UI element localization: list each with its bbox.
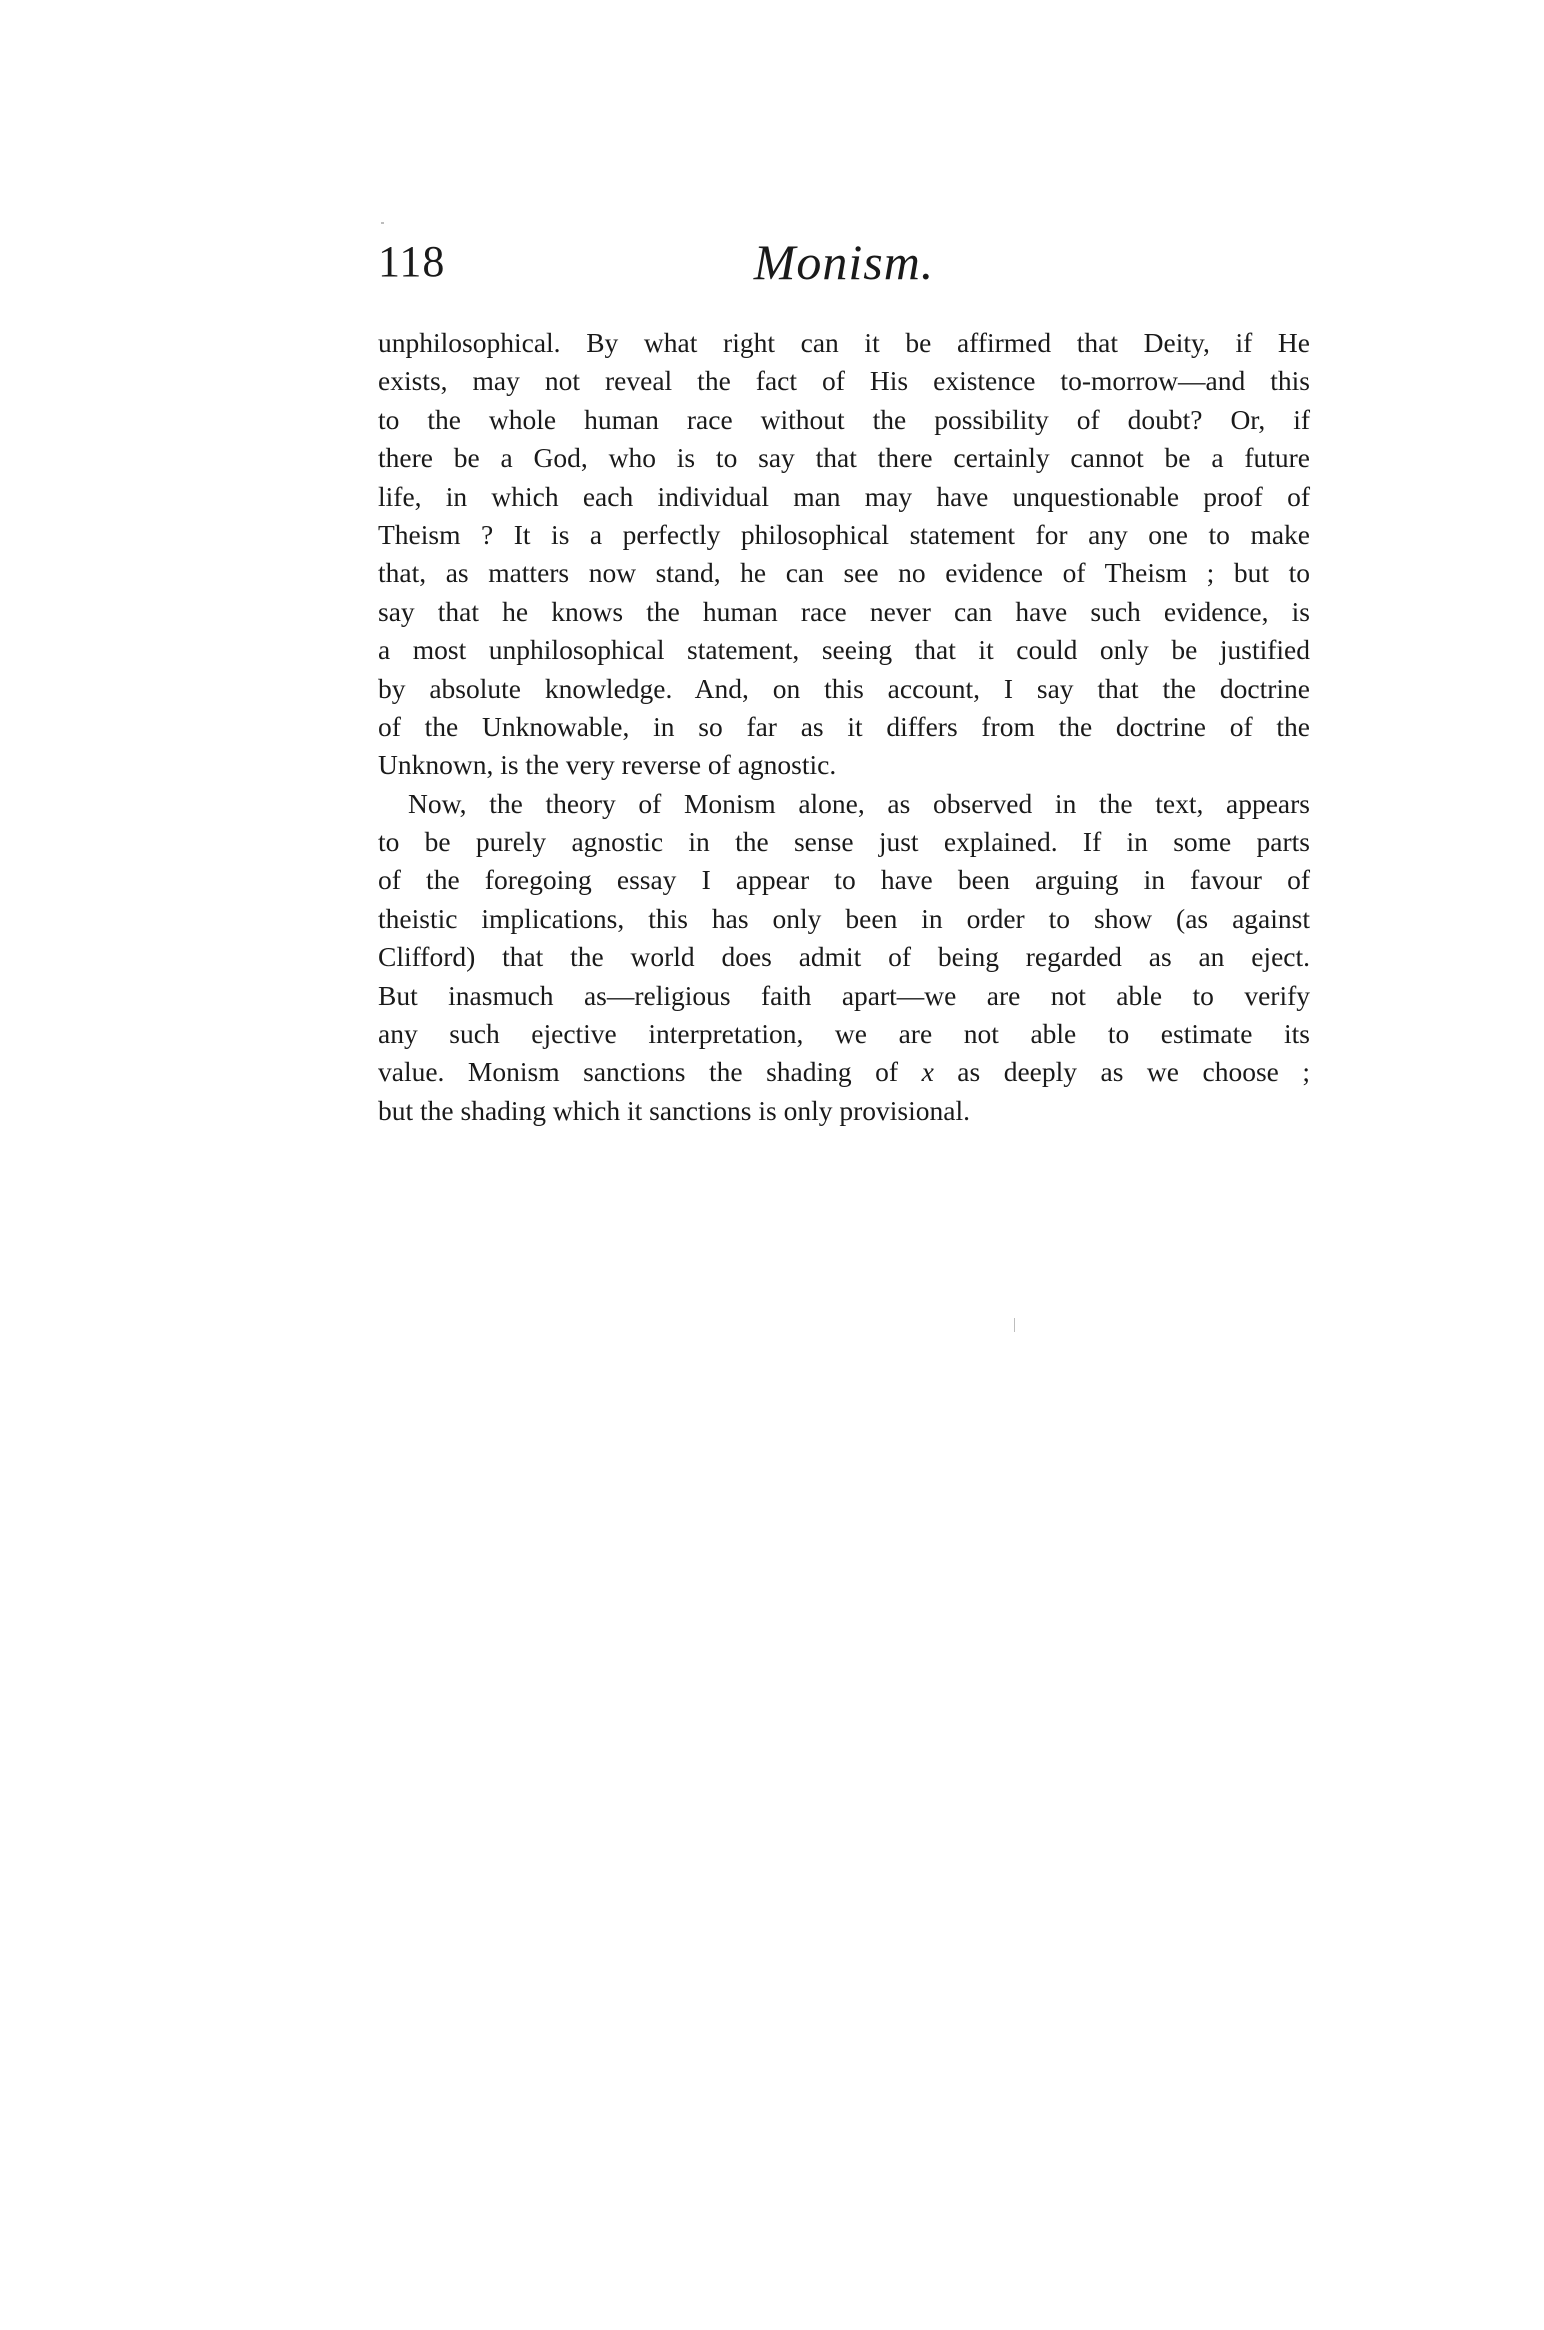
text-line: to be purely agnostic in the sense just explained. If in some parts: [378, 826, 1310, 858]
text-line: [378, 1053, 1310, 1091]
text-line: Theism ? It is a perfectly philosophical statement for any one to make: [378, 518, 1310, 550]
text-line: any such ejective interpretation, we are not able to estimate its: [378, 1018, 1310, 1050]
page-number: 118: [378, 237, 446, 286]
text-line: of the foregoing essay I appear to have been arguing in favour of: [378, 864, 1310, 896]
text-fragment: as deeply as we choose ;: [933, 1056, 1311, 1088]
text-line: theistic implications, this has only been in order to show (as against: [378, 902, 1310, 934]
text-line: say that he knows the human race never can have such evidence, is: [378, 595, 1310, 627]
paragraph-2: [378, 785, 1310, 1131]
scan-speck: [1014, 1318, 1015, 1332]
text-line: of the Unknowable, in so far as it differs from the doctrine of the: [378, 710, 1310, 742]
text-line: unphilosophical. By what right can it be affirmed that Deity, if He: [378, 327, 1310, 358]
page-header: [378, 232, 1310, 302]
text-line: a most unphilosophical statement, seeing that it could only be justified: [378, 634, 1310, 666]
text-line: life, in which each individual man may have unquestionable proof of: [378, 480, 1310, 512]
math-variable: x: [921, 1056, 934, 1088]
text-line: But inasmuch as—religious faith apart—we are not able to verify: [378, 979, 1310, 1011]
text-line: Clifford) that the world does admit of being regarded as an eject.: [378, 941, 1310, 973]
paragraph-1: [378, 324, 1310, 785]
running-title: Monism.: [753, 234, 935, 290]
text-line: by absolute knowledge. And, on this account, I say that the doctrine: [378, 672, 1310, 704]
text-line: Unknown, is the very reverse of agnostic.: [378, 749, 837, 781]
scan-speck: [381, 222, 384, 224]
text-line: Now, the theory of Monism alone, as observed in the text, appears: [408, 787, 1310, 819]
text-line: there be a God, who is to say that there certainly cannot be a future: [378, 442, 1310, 474]
text-fragment: value. Monism sanctions the shading of: [378, 1056, 922, 1088]
body-text: [378, 324, 1310, 1130]
text-line: exists, may not reveal the fact of His existence to-morrow—and this: [378, 365, 1310, 397]
text-line: that, as matters now stand, he can see no evidence of Theism ; but to: [378, 557, 1310, 589]
text-line: to the whole human race without the possibility of doubt? Or, if: [378, 403, 1310, 435]
text-line: but the shading which it sanctions is only provisional.: [378, 1094, 970, 1126]
